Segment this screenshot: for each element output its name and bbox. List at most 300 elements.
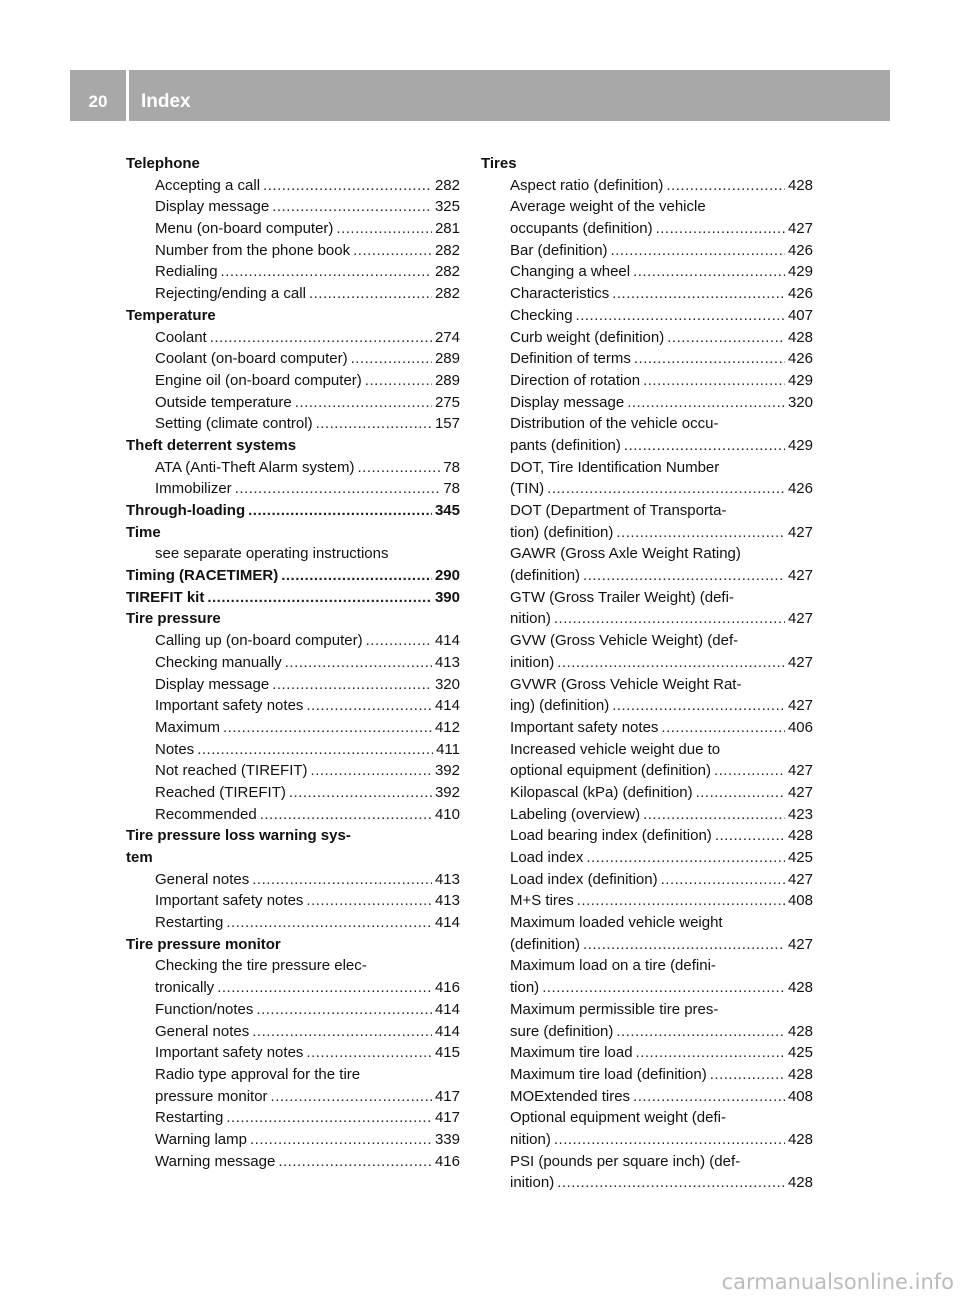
page-number: 20 — [88, 92, 108, 111]
entry-label: Calling up (on-board computer) — [155, 632, 363, 650]
dot-leader — [235, 478, 441, 500]
page-reference: 407 — [787, 306, 813, 324]
index-entry — [481, 652, 813, 674]
entry-label: Kilopascal (kPa) (definition) — [510, 783, 693, 801]
page-reference: 413 — [434, 892, 460, 910]
index-heading: Tire pressure monitor — [126, 935, 281, 953]
index-heading — [126, 565, 460, 587]
header-divider — [126, 70, 129, 121]
dot-leader — [666, 175, 785, 197]
index-entry: Maximum load on a tire (defini- — [510, 957, 716, 975]
index-entry — [481, 825, 813, 847]
entry-label: (TIN) — [510, 480, 545, 498]
entry-label: Rejecting/ending a call — [155, 285, 306, 303]
index-entry — [481, 977, 813, 999]
page-reference: 428 — [787, 1022, 813, 1040]
index-entry — [481, 760, 813, 782]
index-entry — [126, 413, 460, 435]
index-entry — [126, 912, 460, 934]
index-entry — [126, 804, 460, 826]
index-heading: Time — [126, 523, 161, 541]
entry-label: Not reached (TIREFIT) — [155, 762, 308, 780]
entry-label: Setting (climate control) — [155, 415, 313, 433]
page-reference: 414 — [434, 914, 460, 932]
index-entry: DOT, Tire Identification Number — [510, 458, 720, 476]
dot-leader — [661, 717, 785, 739]
index-entry — [126, 869, 460, 891]
page-title: Index — [141, 91, 191, 112]
index-entry — [126, 1129, 460, 1151]
entry-label: Recommended — [155, 805, 257, 823]
index-entry — [126, 999, 460, 1021]
page-reference: 78 — [443, 480, 460, 498]
dot-leader — [295, 392, 432, 414]
index-entry — [481, 261, 813, 283]
page-reference: 427 — [787, 762, 813, 780]
entry-label: Maximum tire load (definition) — [510, 1065, 707, 1083]
entry-label: Timing (RACETIMER) — [126, 567, 279, 585]
page-reference: 429 — [787, 263, 813, 281]
index-entry — [481, 240, 813, 262]
entry-label: Number from the phone book — [155, 241, 351, 259]
page-reference: 282 — [434, 176, 460, 194]
index-entry — [126, 478, 460, 500]
index-entry — [481, 522, 813, 544]
index-heading: Telephone — [126, 155, 200, 172]
index-entry: DOT (Department of Transporta- — [510, 502, 727, 519]
page-reference: 410 — [434, 805, 460, 823]
page-reference: 281 — [434, 220, 460, 238]
index-entry — [126, 1107, 460, 1129]
page-reference: 78 — [443, 458, 460, 476]
page-reference: 411 — [436, 740, 460, 758]
page-reference: 345 — [434, 502, 460, 519]
entry-label: Coolant — [155, 328, 207, 346]
index-entry — [481, 435, 813, 457]
page-reference: 423 — [787, 805, 813, 823]
dot-leader — [586, 847, 785, 869]
dot-leader — [557, 652, 785, 674]
index-heading: Tires — [481, 155, 517, 172]
entry-label: tion) (definition) — [510, 523, 614, 541]
dot-leader — [353, 240, 432, 262]
index-entry: Checking the tire pressure elec- — [155, 957, 367, 975]
index-entry — [126, 977, 460, 999]
index-entry — [126, 890, 460, 912]
page-reference: 406 — [787, 718, 813, 736]
entry-label: occupants (definition) — [510, 220, 653, 238]
index-heading: Tire pressure loss warning sys- — [126, 827, 351, 845]
index-entry — [481, 370, 813, 392]
page-reference: 415 — [434, 1044, 460, 1062]
page-reference: 427 — [787, 653, 813, 671]
entry-label: Curb weight (definition) — [510, 328, 665, 346]
page-reference: 426 — [787, 350, 813, 368]
index-heading: Temperature — [126, 306, 216, 324]
dot-leader — [226, 1107, 432, 1129]
page-reference: 413 — [434, 870, 460, 888]
page-reference: 289 — [434, 350, 460, 368]
page-reference: 325 — [434, 198, 460, 216]
dot-leader — [667, 327, 785, 349]
page-reference: 427 — [787, 220, 813, 238]
dot-leader — [715, 825, 785, 847]
dot-leader — [616, 1021, 785, 1043]
index-entry: see separate operating instructions — [155, 545, 389, 563]
page-reference: 426 — [787, 285, 813, 303]
dot-leader — [306, 695, 432, 717]
index-entry — [126, 175, 460, 197]
page-reference: 408 — [787, 892, 813, 910]
page-reference: 428 — [787, 1130, 813, 1148]
entry-label: Menu (on-board computer) — [155, 220, 334, 238]
page-reference: 282 — [434, 285, 460, 303]
index-entry — [481, 695, 813, 717]
page-reference: 427 — [787, 870, 813, 888]
page-reference: 428 — [787, 827, 813, 845]
entry-label: Load index — [510, 849, 584, 866]
page-reference: 290 — [434, 567, 460, 585]
dot-leader — [250, 1129, 432, 1151]
entry-label: Outside temperature — [155, 393, 292, 411]
entry-label: Characteristics — [510, 285, 610, 303]
index-entry — [481, 478, 813, 500]
page-reference: 408 — [787, 1087, 813, 1105]
page-reference: 289 — [434, 371, 460, 389]
dot-leader — [554, 608, 785, 630]
index-entry — [126, 1021, 460, 1043]
dot-leader — [271, 1086, 432, 1108]
dot-leader — [256, 999, 432, 1021]
entry-label: Display message — [155, 198, 270, 216]
page-reference: 339 — [434, 1130, 460, 1148]
entry-label: Aspect ratio (definition) — [510, 176, 664, 194]
index-entry: GTW (Gross Trailer Weight) (defi- — [510, 588, 734, 606]
index-entry — [481, 1086, 813, 1108]
entry-label: Definition of terms — [510, 350, 631, 368]
entry-label: Maximum — [155, 718, 221, 736]
index-heading: tem — [126, 849, 153, 866]
entry-label: Display message — [155, 675, 270, 693]
page-reference: 427 — [787, 567, 813, 585]
entry-label: optional equipment (definition) — [510, 762, 711, 780]
index-entry — [126, 782, 460, 804]
entry-label: Warning lamp — [155, 1130, 247, 1148]
page-reference: 427 — [787, 697, 813, 715]
index-entry — [481, 1042, 813, 1064]
page-reference: 417 — [434, 1087, 460, 1105]
index-entry — [126, 457, 460, 479]
dot-leader — [210, 327, 432, 349]
entry-label: Load index (definition) — [510, 870, 658, 888]
entry-label: (definition) — [510, 935, 581, 953]
index-entry — [481, 327, 813, 349]
dot-leader — [357, 457, 440, 479]
page-reference: 414 — [434, 632, 460, 650]
dot-leader — [542, 977, 785, 999]
dot-leader — [252, 869, 432, 891]
entry-label: Engine oil (on-board computer) — [155, 371, 362, 389]
entry-label: Redialing — [155, 263, 218, 281]
index-entry: Distribution of the vehicle occu- — [510, 415, 719, 433]
dot-leader — [583, 565, 785, 587]
dot-leader — [309, 283, 432, 305]
dot-leader — [260, 804, 432, 826]
page-reference: 413 — [434, 653, 460, 671]
dot-leader — [634, 348, 785, 370]
index-entry: Radio type approval for the tire — [155, 1065, 361, 1083]
page-reference: 428 — [787, 328, 813, 346]
dot-leader — [576, 305, 785, 327]
entry-label: inition) — [510, 1174, 555, 1192]
index-heading: Tire pressure — [126, 610, 221, 628]
index-entry: Maximum permissible tire pres- — [510, 1000, 719, 1018]
entry-label: ing) (definition) — [510, 697, 610, 715]
entry-label: Labeling (overview) — [510, 805, 641, 823]
dot-leader — [583, 934, 785, 956]
entry-label: General notes — [155, 1022, 250, 1040]
entry-label: pressure monitor — [155, 1087, 268, 1105]
index-heading — [126, 500, 460, 522]
entry-label: (definition) — [510, 567, 581, 585]
entry-label: nition) — [510, 610, 551, 628]
header-bar — [70, 70, 890, 121]
dot-leader — [612, 283, 785, 305]
index-entry — [481, 717, 813, 739]
index-entry — [126, 1151, 460, 1173]
dot-leader — [263, 175, 432, 197]
page-reference: 392 — [434, 762, 460, 780]
entry-label: Important safety notes — [510, 718, 659, 736]
page-reference: 320 — [434, 675, 460, 693]
page-reference: 427 — [787, 523, 813, 541]
dot-leader — [611, 240, 785, 262]
page-reference: 429 — [787, 436, 813, 454]
dot-leader — [316, 413, 432, 435]
entry-label: Direction of rotation — [510, 371, 641, 389]
entry-label: Changing a wheel — [510, 263, 631, 281]
entry-label: Important safety notes — [155, 697, 304, 715]
dot-leader — [248, 500, 432, 522]
dot-leader — [714, 760, 785, 782]
page-reference: 275 — [434, 393, 460, 411]
entry-label: tion) — [510, 979, 540, 997]
entry-label: Load bearing index (definition) — [510, 827, 712, 845]
entry-label: Coolant (on-board computer) — [155, 350, 348, 368]
page-reference: 425 — [787, 1044, 813, 1062]
page-reference: 428 — [787, 176, 813, 194]
entry-label: Checking manually — [155, 653, 282, 671]
dot-leader — [281, 565, 432, 587]
dot-leader — [311, 760, 432, 782]
index-entry: GVW (Gross Vehicle Weight) (def- — [510, 632, 739, 650]
index-entry — [126, 240, 460, 262]
index-entry — [126, 261, 460, 283]
index-entry: Maximum loaded vehicle weight — [510, 914, 723, 932]
entry-label: Warning message — [155, 1152, 276, 1170]
dot-leader — [710, 1064, 785, 1086]
entry-label: Important safety notes — [155, 1044, 304, 1062]
dot-leader — [696, 782, 785, 804]
index-entry — [126, 327, 460, 349]
dot-leader — [643, 370, 785, 392]
page-reference: 428 — [787, 979, 813, 997]
dot-leader — [197, 739, 433, 761]
dot-leader — [616, 522, 785, 544]
dot-leader — [656, 218, 785, 240]
index-entry — [481, 305, 813, 327]
index-entry — [126, 392, 460, 414]
index-entry — [481, 782, 813, 804]
dot-leader — [624, 435, 785, 457]
index-entry — [126, 717, 460, 739]
entry-label: Reached (TIREFIT) — [155, 783, 286, 801]
page-reference: 320 — [787, 393, 813, 411]
dot-leader — [643, 804, 785, 826]
entry-label: Maximum tire load — [510, 1044, 633, 1062]
index-entry: GAWR (Gross Axle Weight Rating) — [510, 545, 741, 563]
page-reference: 416 — [434, 1152, 460, 1170]
index-entry — [481, 1021, 813, 1043]
index-entry — [481, 218, 813, 240]
entry-label: Restarting — [155, 914, 224, 932]
dot-leader — [661, 869, 785, 891]
dot-leader — [306, 890, 432, 912]
entry-label: Display message — [510, 393, 625, 411]
index-entry — [126, 652, 460, 674]
dot-leader — [627, 392, 785, 414]
index-entry — [481, 565, 813, 587]
index-entry — [481, 608, 813, 630]
index-heading: Theft deterrent systems — [126, 436, 297, 454]
index-entry — [126, 674, 460, 696]
page-reference: 426 — [787, 241, 813, 259]
dot-leader — [223, 717, 432, 739]
dot-leader — [207, 587, 432, 609]
index-entry — [126, 1042, 460, 1064]
index-entry — [481, 348, 813, 370]
index-entry — [481, 847, 813, 869]
index-entry: Increased vehicle weight due to — [510, 740, 721, 758]
entry-label: General notes — [155, 870, 250, 888]
page-reference: 428 — [787, 1065, 813, 1083]
entry-label: pants (definition) — [510, 436, 621, 454]
dot-leader — [278, 1151, 432, 1173]
index-entry — [126, 283, 460, 305]
dot-leader — [272, 674, 432, 696]
entry-label: Through-loading — [126, 502, 246, 519]
index-column-right — [481, 153, 813, 1194]
page-reference: 157 — [434, 415, 460, 433]
page-reference: 426 — [787, 480, 813, 498]
page-reference: 417 — [434, 1109, 460, 1127]
index-entry — [481, 1129, 813, 1151]
dot-leader — [633, 261, 785, 283]
index-entry: Average weight of the vehicle — [510, 198, 706, 216]
entry-label: M+S tires — [510, 892, 574, 910]
index-entry — [481, 804, 813, 826]
page-reference: 412 — [434, 718, 460, 736]
page-reference: 274 — [434, 328, 460, 346]
entry-label: Restarting — [155, 1109, 224, 1127]
index-entry — [126, 370, 460, 392]
index-entry — [481, 392, 813, 414]
page-reference: 427 — [787, 610, 813, 628]
dot-leader — [217, 977, 432, 999]
index-entry — [126, 218, 460, 240]
entry-label: Bar (definition) — [510, 241, 608, 259]
dot-leader — [577, 890, 785, 912]
dot-leader — [557, 1172, 785, 1194]
index-entry — [481, 1172, 813, 1194]
index-entry: Optional equipment weight (defi- — [510, 1109, 726, 1127]
dot-leader — [306, 1042, 432, 1064]
dot-leader — [221, 261, 432, 283]
entry-label: ATA (Anti-Theft Alarm system) — [155, 458, 355, 476]
index-entry — [126, 1086, 460, 1108]
entry-label: MOExtended tires — [510, 1087, 631, 1105]
page-reference: 429 — [787, 371, 813, 389]
page-reference: 392 — [434, 783, 460, 801]
entry-label: Accepting a call — [155, 176, 261, 194]
entry-label: Notes — [155, 740, 195, 758]
dot-leader — [272, 196, 432, 218]
page-reference: 416 — [434, 979, 460, 997]
entry-label: tronically — [155, 979, 215, 997]
index-entry — [481, 283, 813, 305]
page-reference: 425 — [787, 849, 813, 866]
dot-leader — [547, 478, 785, 500]
index-entry — [481, 869, 813, 891]
entry-label: TIREFIT kit — [126, 588, 205, 606]
index-entry — [126, 196, 460, 218]
page-reference: 282 — [434, 263, 460, 281]
entry-label: Important safety notes — [155, 892, 304, 910]
dot-leader — [636, 1042, 785, 1064]
page-reference: 414 — [434, 1000, 460, 1018]
index-entry — [126, 348, 460, 370]
index-entry — [481, 890, 813, 912]
entry-label: Function/notes — [155, 1000, 254, 1018]
dot-leader — [633, 1086, 785, 1108]
index-entry — [126, 630, 460, 652]
dot-leader — [351, 348, 432, 370]
page-reference: 414 — [434, 1022, 460, 1040]
entry-label: inition) — [510, 653, 555, 671]
index-entry — [126, 739, 460, 761]
page-reference: 390 — [434, 588, 460, 606]
page-reference: 414 — [434, 697, 460, 715]
entry-label: nition) — [510, 1130, 551, 1148]
page-reference: 282 — [434, 241, 460, 259]
entry-label: Checking — [510, 306, 573, 324]
index-entry — [481, 1064, 813, 1086]
index-entry — [126, 695, 460, 717]
dot-leader — [252, 1021, 432, 1043]
entry-label: Immobilizer — [155, 480, 232, 498]
dot-leader — [612, 695, 785, 717]
page-reference: 427 — [787, 783, 813, 801]
index-entry: GVWR (Gross Vehicle Weight Rat- — [510, 675, 742, 693]
index-entry: PSI (pounds per square inch) (def- — [510, 1152, 741, 1170]
watermark: carmanualsonline.info — [721, 1270, 954, 1294]
page-reference: 428 — [787, 1174, 813, 1192]
dot-leader — [554, 1129, 785, 1151]
dot-leader — [226, 912, 432, 934]
page-reference: 427 — [787, 935, 813, 953]
index-entry — [126, 760, 460, 782]
dot-leader — [285, 652, 432, 674]
